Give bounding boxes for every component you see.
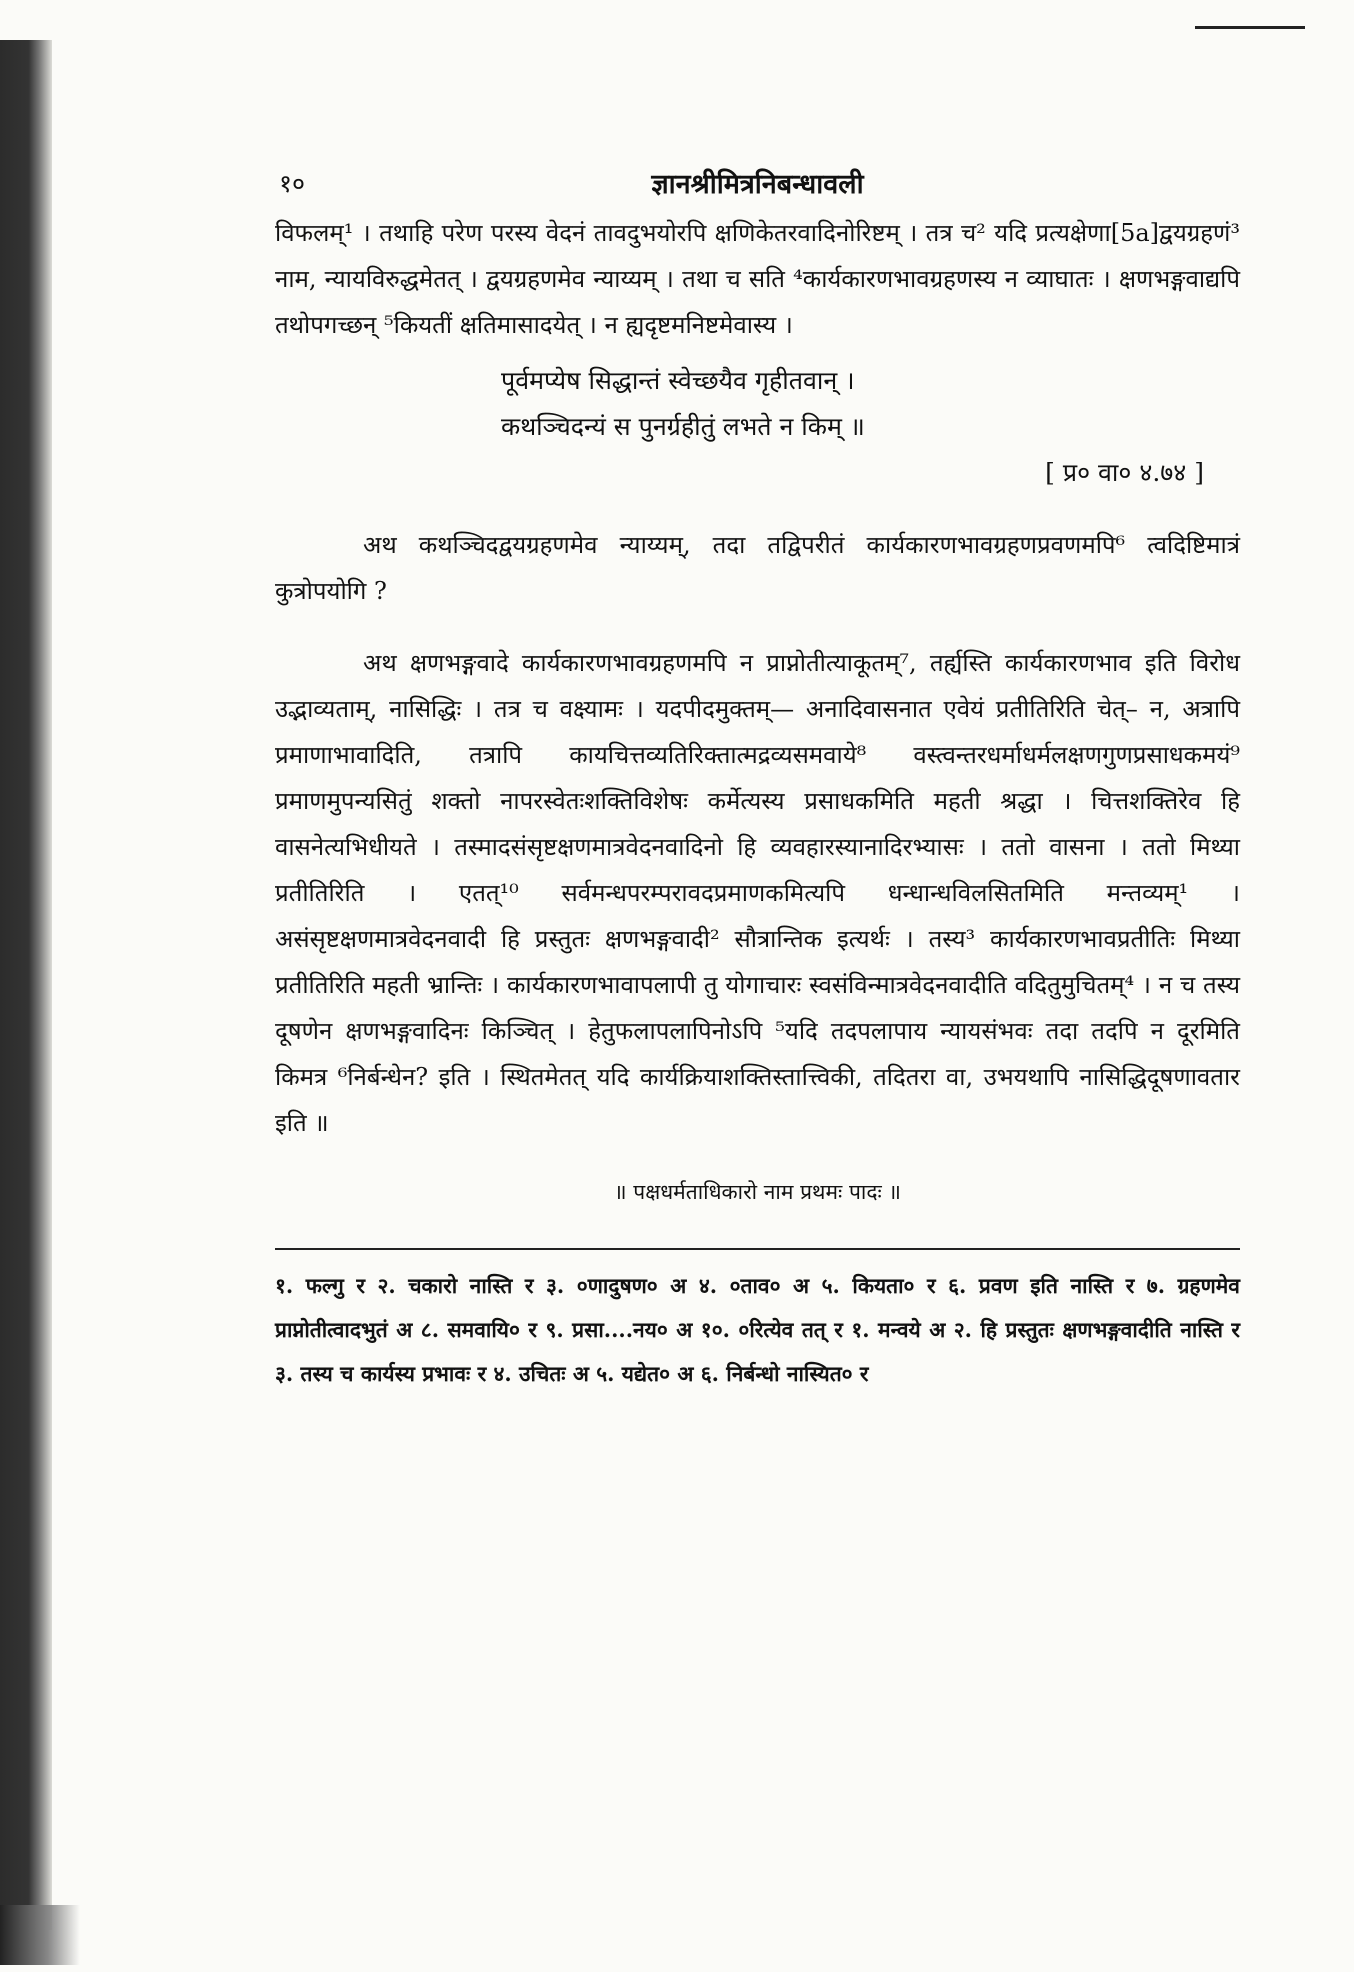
page-body — [275, 160, 1240, 1396]
book-spine-shadow-bottom — [0, 1905, 80, 1965]
running-title: ज्ञानश्रीमित्रनिबन्धावली — [651, 169, 864, 200]
footnotes: १. फल्गु र २. चकारो नास्ति र ३. ०णादुषण० अ ४. ०ताव० अ ५. कियता० र ६. प्रवण इति नास्ति र ७. ग्रहणमेव प्राप्नोतीत्वादभुतं अ ८. समवायि० र ९. प्रसा....नय० अ १०. ०रित्येव तत् र १. मन्वये अ २. हि प्रस्तुतः क्षणभङ्गवादीति नास्ति र ३. तस्य च कार्यस्य प्रभावः र ४. उचितः अ ५. यद्येत० अ ६. निर्बन्धो नास्यित० र — [275, 1273, 1240, 1386]
chapter-colophon: ॥ पक्षधर्मताधिकारो नाम प्रथमः पादः ॥ — [614, 1180, 901, 1204]
paragraph-3: अथ क्षणभङ्गवादे कार्यकारणभावग्रहणमपि न प्राप्नोतीत्याकूतम्⁷, तर्ह्यस्ति कार्यकारणभाव इति विरोध उद्भाव्यताम्, नासिद्धिः । तत्र च वक्ष्यामः । यदपीदमुक्तम्— अनादिवासनात एवेयं प्रतीतिरिति चेत्– न, अत्रापि प्रमाणाभावादिति, तत्रापि कायचित्तव्यतिरिक्तात्मद्रव्यसमवाये⁸ वस्त्वन्तरधर्माधर्मलक्षणगुणप्रसाधकमयं⁹ प्रमाणमुपन्यसितुं शक्तो नापरस्वेतःशक्तिविशेषः कर्मेत्यस्य प्रसाधकमिति महती श्रद्धा । चित्तशक्तिरेव हि वासनेत्यभिधीयते । तस्मादसंसृष्टक्षणमात्रवेदनवादिनो हि व्यवहारस्यानादिरभ्यासः । ततो वासना । ततो मिथ्या प्रतीतिरिति । एतत्¹⁰ सर्वमन्धपरम्परावदप्रमाणकमित्यपि धन्धान्धविलसितमिति मन्तव्यम्¹ । असंसृष्टक्षणमात्रवेदनवादी हि प्रस्तुतः क्षणभङ्गवादी² सौत्रान्तिक इत्यर्थः । तस्य³ कार्यकारणभावप्रतीतिः मिथ्या प्रतीतिरिति महती भ्रान्तिः । कार्यकारणभावापलापी तु योगाचारः स्वसंविन्मात्रवेदनवादीति वदितुमुचितम्⁴ । न च तस्य दूषणेन क्षणभङ्गवादिनः किञ्चित् । हेतुफलापलापिनोऽपि ⁵यदि तदपलापाय न्यायसंभवः तदा तदपि न दूरमिति किमत्र ⁶निर्बन्धेन? इति । स्थितमेतत् यदि कार्यक्रियाशक्तिस्तात्त्विकी, तदितरा वा, उभयथापि नासिद्धिदूषणावतार इति ॥ — [275, 649, 1240, 1137]
footnote-rule — [275, 1248, 1240, 1250]
verse-line-1: पूर्वमप्येष सिद्धान्तं स्वेच्छयैव गृहीतवान् । — [501, 366, 855, 395]
book-spine-shadow — [0, 40, 52, 1930]
verse-line-2: कथञ्चिदन्यं स पुनर्ग्रहीतुं लभते न किम् ॥ — [501, 412, 865, 441]
paragraph-2: अथ कथञ्चिदद्वयग्रहणमेव न्याय्यम्, तदा तद्विपरीतं कार्यकारणभावग्रहणप्रवणमपि⁶ त्वदिष्टिमात्रं कुत्रोपयोगि ? — [275, 531, 1240, 605]
top-edge-rule — [1195, 26, 1305, 29]
page-number: १० — [279, 169, 306, 198]
paragraph-1: विफलम्¹ । तथाहि परेण परस्य वेदनं तावदुभयोरपि क्षणिकेतरवादिनोरिष्टम् । तत्र च² यदि प्रत्यक्षेणा[5a]द्वयग्रहणं³ नाम, न्यायविरुद्धमेतत् । द्वयग्रहणमेव न्याय्यम् । तथा च सति ⁴कार्यकारणभावग्रहणस्य न व्याघातः । क्षणभङ्गवाद्यपि तथोपगच्छन् ⁵कियतीं क्षतिमासादयेत् । न ह्यदृष्टमनिष्टमेवास्य । — [275, 219, 1240, 339]
verse-block — [275, 358, 1240, 496]
verse-reference: [ प्र० वा० ४.७४ ] — [1045, 458, 1204, 487]
page-header — [275, 160, 1240, 210]
